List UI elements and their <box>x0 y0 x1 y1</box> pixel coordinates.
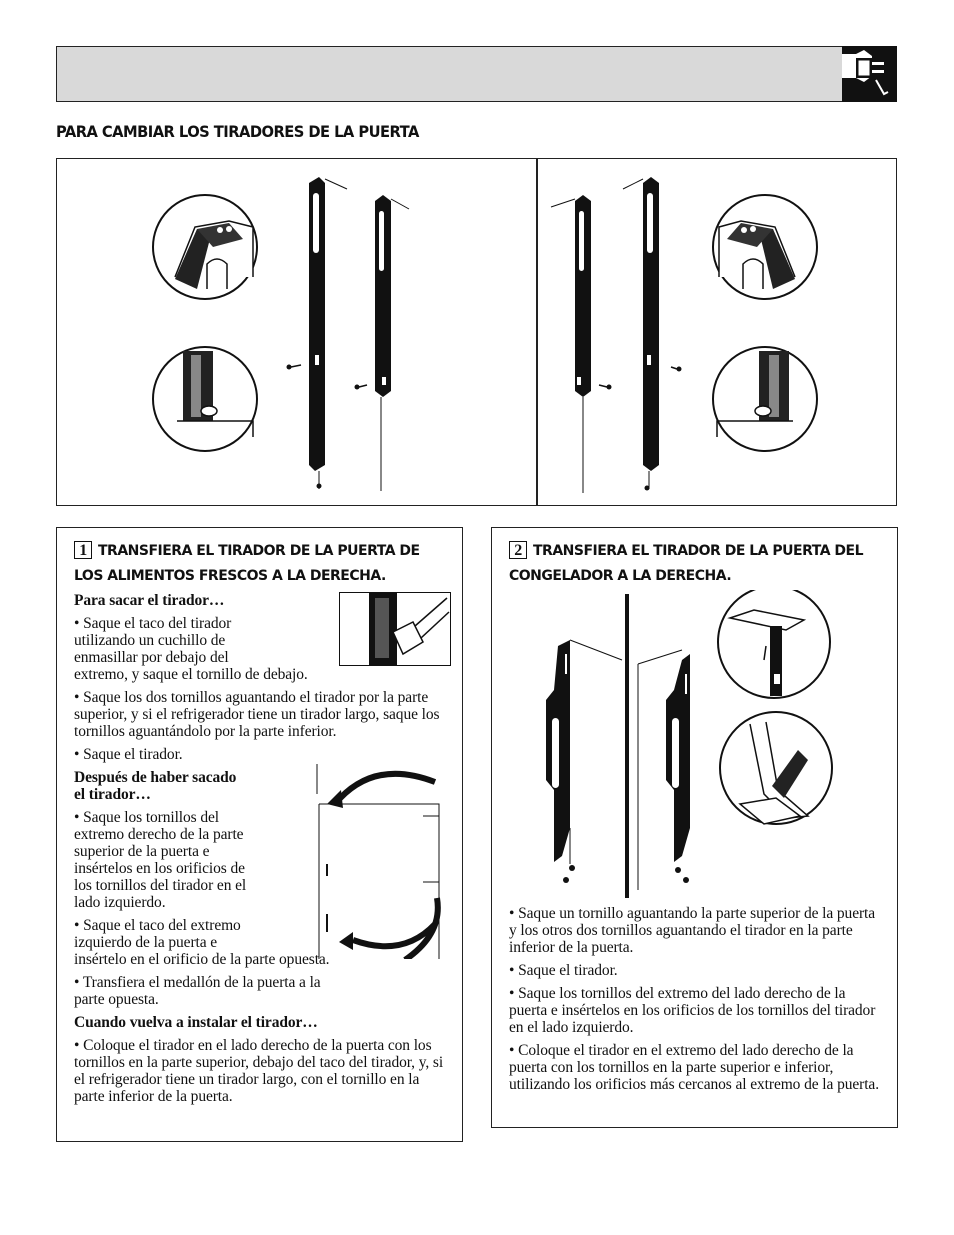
step2-panel <box>491 527 898 1128</box>
remove-bullet-1-line2: utilizando un cuchillo de <box>74 632 226 649</box>
step2-text <box>509 905 884 1093</box>
step1-title-line1: TRANSFIERA EL TIRADOR DE LA PUERTA DE <box>98 543 420 559</box>
remove-bullet-1 <box>74 615 449 683</box>
after-heading-line2: el tirador… <box>74 786 151 803</box>
left-handle-illustration <box>57 159 477 505</box>
remove-bullet-1-line1: • Saque el taco del tirador <box>74 615 232 632</box>
after-bullet-1-line3: superior de la puerta e <box>74 843 210 860</box>
after-bullet-1-line1: • Saque los tornillos del <box>74 809 219 826</box>
right-handle-illustration <box>479 159 897 505</box>
step1-heading <box>74 539 459 589</box>
after-heading-line1: Después de haber sacado <box>74 769 237 786</box>
after-bullet-2 <box>74 917 449 968</box>
freezer-door-illustration <box>542 590 842 900</box>
step1-number: 1 <box>74 541 92 559</box>
step1-title-line2: LOS ALIMENTOS FRESCOS A LA DERECHA. <box>74 568 386 584</box>
remove-bullet-1-line4: extremo, y saque el tornillo de debajo. <box>74 666 308 683</box>
plug-icon <box>842 46 897 102</box>
after-bullet-1-line4: insértelos en los orificios de <box>74 860 245 877</box>
after-bullet-3-line2: parte opuesta. <box>74 991 159 1008</box>
after-bullet-1 <box>74 809 449 911</box>
step2-bullet-1: • Saque un tornillo aguantando la parte superior de la puerta y los otros dos tornillos aguantando el tirador en la parte inferior de la puerta. <box>509 905 876 956</box>
after-bullet-3-line1: • Transfiera el medallón de la puerta a la <box>74 974 321 991</box>
header-bar <box>56 46 843 102</box>
remove-heading: Para sacar el tirador… <box>74 592 225 609</box>
remove-bullet-2: • Saque los dos tornillos aguantando el tirador por la parte superior, y si el refrigerador tiene un tirador largo, saque los tornillos aguantándolo por la parte inferior. <box>74 689 440 740</box>
remove-bullet-3: • Saque el tirador. <box>74 746 183 763</box>
step2-bullet-3: • Saque los tornillos del extremo del lado derecho de la puerta e insértelos en los orificios de los tornillos del tirador en el lado izquierdo. <box>509 985 876 1036</box>
after-bullet-2-line2: izquierdo de la puerta e <box>74 934 218 951</box>
step2-bullet-4: • Coloque el tirador en el extremo del lado derecho de la puerta con los tornillos en la parte superior e inferior, utilizando los orificios más cercanos al extremo de la puerta. <box>509 1042 879 1093</box>
after-bullet-1-line5: los tornillos del tirador en el <box>74 877 247 894</box>
section-title: PARA CAMBIAR LOS TIRADORES DE LA PUERTA <box>56 122 419 141</box>
after-bullet-1-line2: extremo derecho de la parte <box>74 826 244 843</box>
after-bullet-2-line1: • Saque el taco del extremo <box>74 917 241 934</box>
step2-title-line1: TRANSFIERA EL TIRADOR DE LA PUERTA DEL <box>533 543 864 559</box>
remove-bullet-1-line3: enmasillar por debajo del <box>74 649 229 666</box>
step2-heading <box>509 539 894 589</box>
after-bullet-3 <box>74 974 449 1008</box>
install-bullet-1: • Coloque el tirador en el lado derecho de la puerta con los tornillos en la parte superior, debajo del taco del tirador, y, si el refrigerador tiene un tirador largo, con el tornillo en la parte inferior de la puerta. <box>74 1037 444 1105</box>
step1-panel <box>56 527 463 1142</box>
after-bullet-2-line3: insértelo en el orificio de la parte opuesta. <box>74 951 330 968</box>
step2-number: 2 <box>509 541 527 559</box>
install-heading: Cuando vuelva a instalar el tirador… <box>74 1014 318 1031</box>
handle-illustration-box <box>56 158 897 506</box>
step2-title-line2: CONGELADOR A LA DERECHA. <box>509 568 732 584</box>
after-heading <box>74 769 449 803</box>
after-bullet-1-line6: lado izquierdo. <box>74 894 166 911</box>
step1-text <box>74 592 449 1105</box>
step2-bullet-2: • Saque el tirador. <box>509 962 618 979</box>
